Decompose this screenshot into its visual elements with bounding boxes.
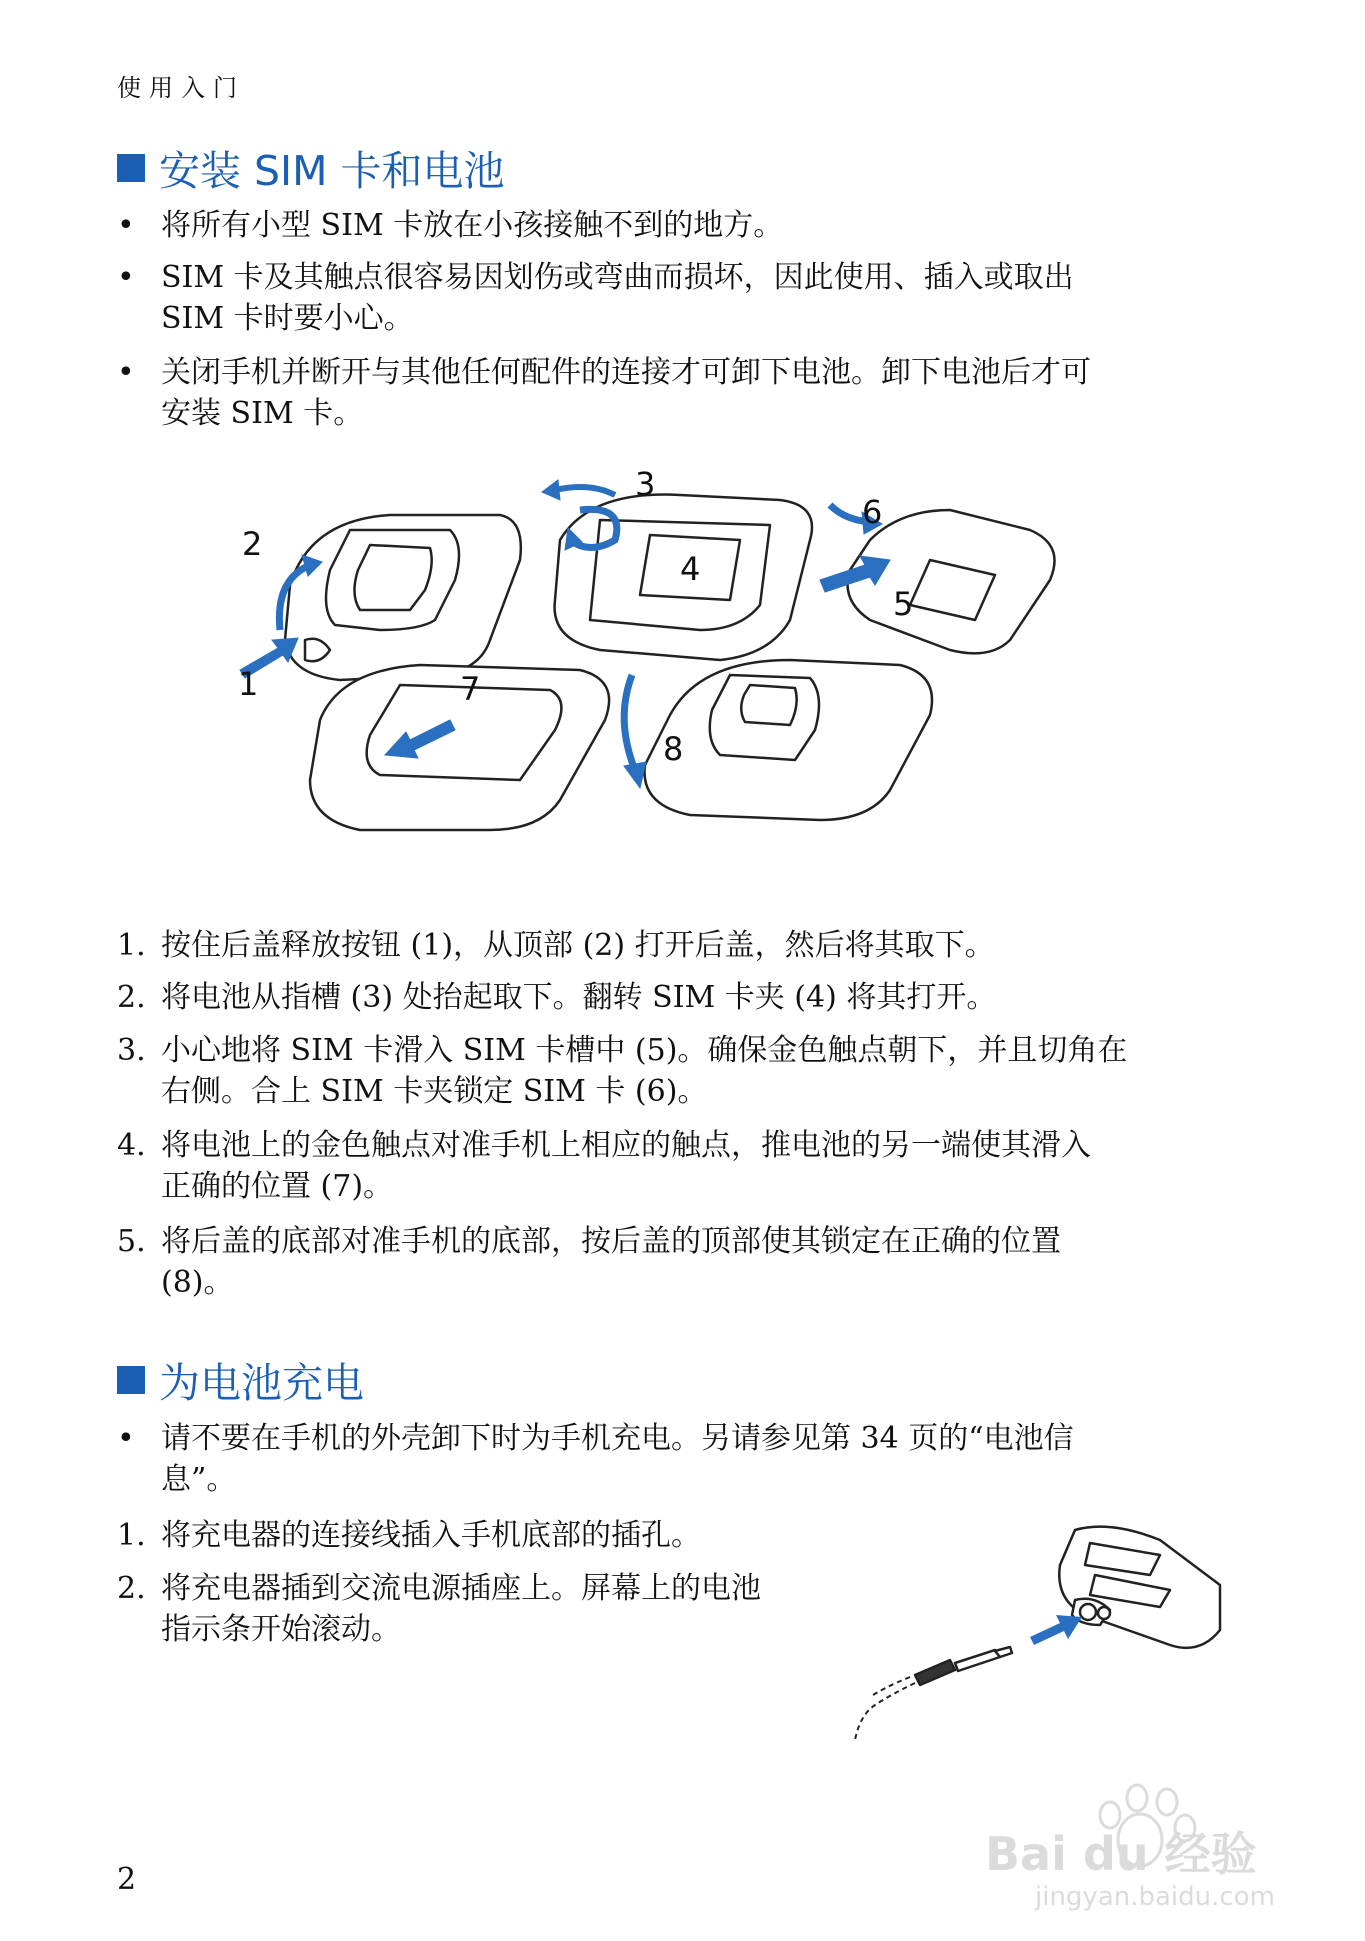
- bullet-icon: •: [117, 208, 135, 243]
- bullet-text: 将所有小型 SIM 卡放在小孩接触不到的地方。: [161, 208, 784, 243]
- step-number: 5.: [117, 1224, 146, 1259]
- bullet-text: 请不要在手机的外壳卸下时为手机充电。另请参见第 34 页的“电池信: [161, 1421, 1074, 1456]
- bullet-text: 息”。: [161, 1462, 237, 1497]
- step-number: 4.: [117, 1128, 146, 1163]
- section-title-sim: [117, 138, 505, 197]
- running-header: 使用入门: [117, 74, 245, 102]
- step-text: 正确的位置 (7)。: [161, 1169, 394, 1204]
- step-number: 3.: [117, 1033, 146, 1068]
- bullet-text: 关闭手机并断开与其他任何配件的连接才可卸下电池。卸下电池后才可: [161, 355, 1091, 390]
- step-text: 按住后盖释放按钮 (1)，从顶部 (2) 打开后盖，然后将其取下。: [161, 928, 995, 963]
- charger-figure: [860, 1515, 1230, 1755]
- bullet-item: [117, 352, 1227, 434]
- step-number: 1.: [117, 1518, 146, 1553]
- step-item: [117, 1221, 1227, 1303]
- figure-label: 8: [663, 730, 684, 768]
- bullet-item: [117, 257, 1227, 339]
- phone-illustration: [238, 465, 1080, 890]
- watermark-url: jingyan.baidu.com: [1035, 1882, 1275, 1912]
- step-text: 指示条开始滚动。: [161, 1612, 401, 1647]
- step-item: [117, 1125, 1227, 1207]
- bullet-text: 安装 SIM 卡。: [161, 396, 364, 431]
- step-text: 将电池从指槽 (3) 处抬起取下。翻转 SIM 卡夹 (4) 将其打开。: [161, 980, 997, 1015]
- sim-installation-figure: [238, 465, 1080, 890]
- step-item: [117, 1568, 877, 1650]
- section-title-text: 为电池充电: [159, 1359, 364, 1407]
- step-text: 将充电器插到交流电源插座上。屏幕上的电池: [161, 1571, 761, 1606]
- bullet-icon: •: [117, 260, 135, 295]
- step-text: 右侧。合上 SIM 卡夹锁定 SIM 卡 (6)。: [161, 1074, 708, 1109]
- step-text: 将充电器的连接线插入手机底部的插孔。: [161, 1518, 701, 1553]
- step-item: [117, 925, 1227, 966]
- step-text: (8)。: [161, 1265, 234, 1300]
- figure-label: 6: [862, 493, 883, 531]
- bullet-text: SIM 卡及其触点很容易因划伤或弯曲而损坏，因此使用、插入或取出: [161, 260, 1074, 295]
- step-text: 小心地将 SIM 卡滑入 SIM 卡槽中 (5)。确保金色触点朝下，并且切角在: [161, 1033, 1128, 1068]
- step-text: 将电池上的金色触点对准手机上相应的触点，推电池的另一端使其滑入: [161, 1128, 1091, 1163]
- step-number: 2.: [117, 980, 146, 1015]
- step-text: 将后盖的底部对准手机的底部，按后盖的顶部使其锁定在正确的位置: [161, 1224, 1061, 1259]
- step-item: [117, 1030, 1227, 1112]
- bullet-item: [117, 1418, 1227, 1500]
- section-title-text: 安装 SIM 卡和电池: [159, 147, 505, 195]
- figure-label: 4: [680, 550, 701, 588]
- step-item: [117, 977, 1227, 1018]
- bullet-icon: •: [117, 1421, 135, 1456]
- section-title-charging: [117, 1350, 364, 1409]
- watermark-brand: Bai du 经验: [985, 1827, 1257, 1881]
- step-number: 1.: [117, 928, 146, 963]
- figure-label: 1: [238, 665, 259, 703]
- charger-illustration: [860, 1515, 1230, 1755]
- figure-label: 7: [460, 670, 481, 708]
- bullet-item: [117, 205, 1227, 246]
- section-square-icon: [117, 1366, 145, 1394]
- step-number: 2.: [117, 1571, 146, 1606]
- figure-label: 3: [635, 465, 656, 503]
- baidu-watermark: [965, 1770, 1295, 1920]
- bullet-icon: •: [117, 355, 135, 390]
- section-square-icon: [117, 154, 145, 182]
- figure-label: 2: [242, 525, 263, 563]
- bullet-text: SIM 卡时要小心。: [161, 301, 414, 336]
- page-number: 2: [117, 1862, 137, 1897]
- figure-label: 5: [893, 585, 914, 623]
